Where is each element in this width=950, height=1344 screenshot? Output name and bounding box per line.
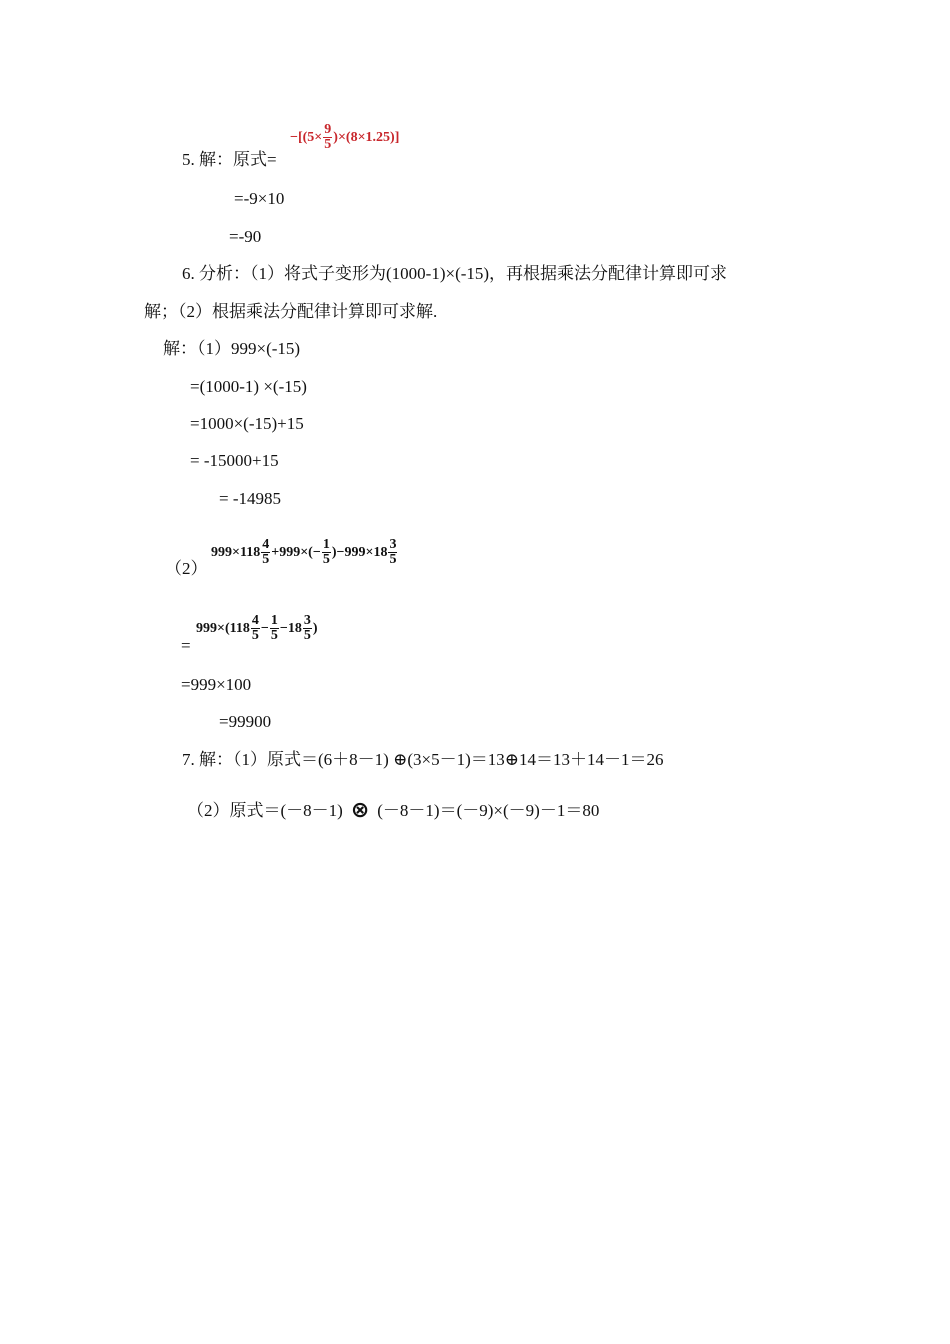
q6-e2-n1: 4 — [262, 537, 270, 552]
q6-solve-line6: =999×100 — [181, 675, 252, 694]
q6-solve-line2: =(1000-1) ×(-15) — [190, 377, 307, 396]
q5-line3: =-90 — [229, 227, 262, 246]
q6-e2-d2: 5 — [322, 552, 330, 567]
q6-e2-d1: 5 — [262, 552, 270, 567]
q6-eq-sign: = — [181, 636, 191, 655]
q6-e3-n2: 1 — [270, 613, 278, 628]
q6-e3-frac2 — [270, 614, 279, 643]
q6-e3-p2: − — [260, 620, 269, 636]
q5-expression — [290, 123, 399, 152]
q5-fraction — [323, 123, 332, 152]
otimes-icon: ⊗ — [350, 798, 370, 823]
q6-analysis-line2: 解；（2）根据乘法分配律计算即可求解. — [144, 302, 438, 321]
q6-e2-p2: +999×(− — [271, 544, 321, 560]
q6-e2-frac3 — [388, 538, 397, 567]
q5-expr-part-b: )×(8×1.25)] — [333, 129, 400, 145]
q6-e3-d1: 5 — [251, 628, 259, 643]
q6-e3-p4: ) — [312, 620, 318, 636]
q7-line2-b: (－8－1)＝(－9)×(－9)－1＝80 — [377, 801, 600, 820]
q7-line2-a: （2）原式＝(－8－1) — [187, 801, 343, 820]
q5-line1-label: 5. 解：原式= — [182, 150, 277, 169]
q6-e3-frac3 — [303, 614, 312, 643]
q6-e3-n3: 3 — [303, 613, 311, 628]
q6-e2-p1: 999×118 — [211, 544, 261, 560]
q6-e2-d3: 5 — [389, 552, 397, 567]
q6-part2-expression2 — [196, 614, 318, 643]
q6-solve-line7: =99900 — [219, 712, 272, 731]
q6-analysis-line1: 6. 分析：（1）将式子变形为(1000-1)×(-15)，再根据乘法分配律计算即可求 — [182, 264, 728, 283]
q6-e2-n3: 3 — [389, 537, 397, 552]
q6-e2-n2: 1 — [322, 537, 330, 552]
q6-e2-p3: )−999×18 — [331, 544, 388, 560]
q5-line2: =-9×10 — [234, 189, 285, 208]
q5-denominator: 5 — [324, 137, 332, 152]
q6-part2-label: （2） — [165, 559, 208, 578]
q7-line2 — [187, 798, 600, 823]
q6-e2-frac1 — [261, 538, 270, 567]
q6-e3-d2: 5 — [270, 628, 278, 643]
q6-e3-d3: 5 — [303, 628, 311, 643]
q5-expr-part-a: −[(5× — [290, 129, 323, 145]
q6-e3-p1: 999×(118 — [196, 620, 250, 636]
q6-e3-n1: 4 — [251, 613, 259, 628]
q6-e3-p3: −18 — [279, 620, 302, 636]
q6-e2-frac2 — [322, 538, 331, 567]
q7-line1: 7. 解：（1）原式＝(6＋8－1) ⊕(3×5－1)＝13⊕14＝13＋14－1＝26 — [182, 750, 664, 769]
q6-solve-line5: = -14985 — [219, 489, 281, 508]
q6-solve-line1: 解：（1）999×(-15) — [163, 339, 301, 358]
q5-numerator: 9 — [324, 122, 332, 137]
q6-e3-frac1 — [251, 614, 260, 643]
q6-solve-line3: =1000×(-15)+15 — [190, 414, 304, 433]
q6-solve-line4: = -15000+15 — [190, 451, 279, 470]
q6-part2-expression — [211, 538, 398, 567]
